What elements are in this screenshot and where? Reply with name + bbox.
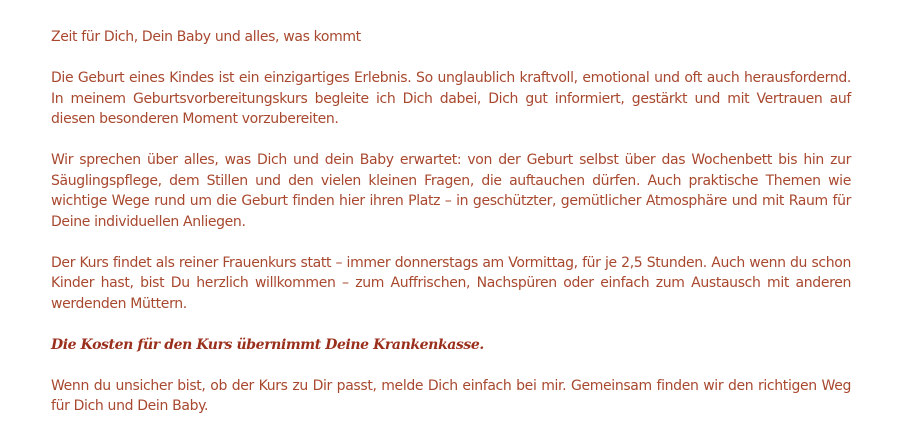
- intro-paragraph: Die Geburt eines Kindes ist ein einzigartiges Erlebnis. So unglaublich kraftvoll, emotional und oft auch herausfordernd. In meinem Geburtsvorbereitungskurs begleite ich Dich dabei, Dich gut informiert, gestärkt und mit Vertrauen auf diesen besonderen Moment vorzubereiten.: [51, 70, 851, 127]
- cost-note: Die Kosten für den Kurs übernimmt Deine Krankenkasse.: [51, 336, 484, 353]
- article-body: [51, 27, 851, 417]
- article-title: Zeit für Dich, Dein Baby und alles, was kommt: [51, 29, 361, 45]
- schedule-paragraph: Der Kurs findet als reiner Frauenkurs statt – immer donnerstags am Vormittag, für je 2,5 Stunden. Auch wenn du schon Kinder hast, bist Du herzlich willkommen – zum Auffrischen, Nachspüren oder einfach zum Austausch mit anderen werdenden Müttern.: [51, 254, 851, 312]
- topics-paragraph: Wir sprechen über alles, was Dich und dein Baby erwartet: von der Geburt selbst über das Wochenbett bis hin zur Säuglingspflege, dem Stillen und den vielen kleinen Fragen, die auftauchen dürfen. Auch praktische Themen wie wichtige Wege rund um die Geburt finden hier ihren Platz – in geschützter, gemütlicher Atmosphäre und mit Raum für Deine individuellen Anliegen.: [51, 152, 851, 230]
- contact-paragraph: Wenn du unsicher bist, ob der Kurs zu Dir passt, melde Dich einfach bei mir. Gemeinsam finden wir den richtigen Weg für Dich und Dein Baby.: [51, 377, 851, 414]
